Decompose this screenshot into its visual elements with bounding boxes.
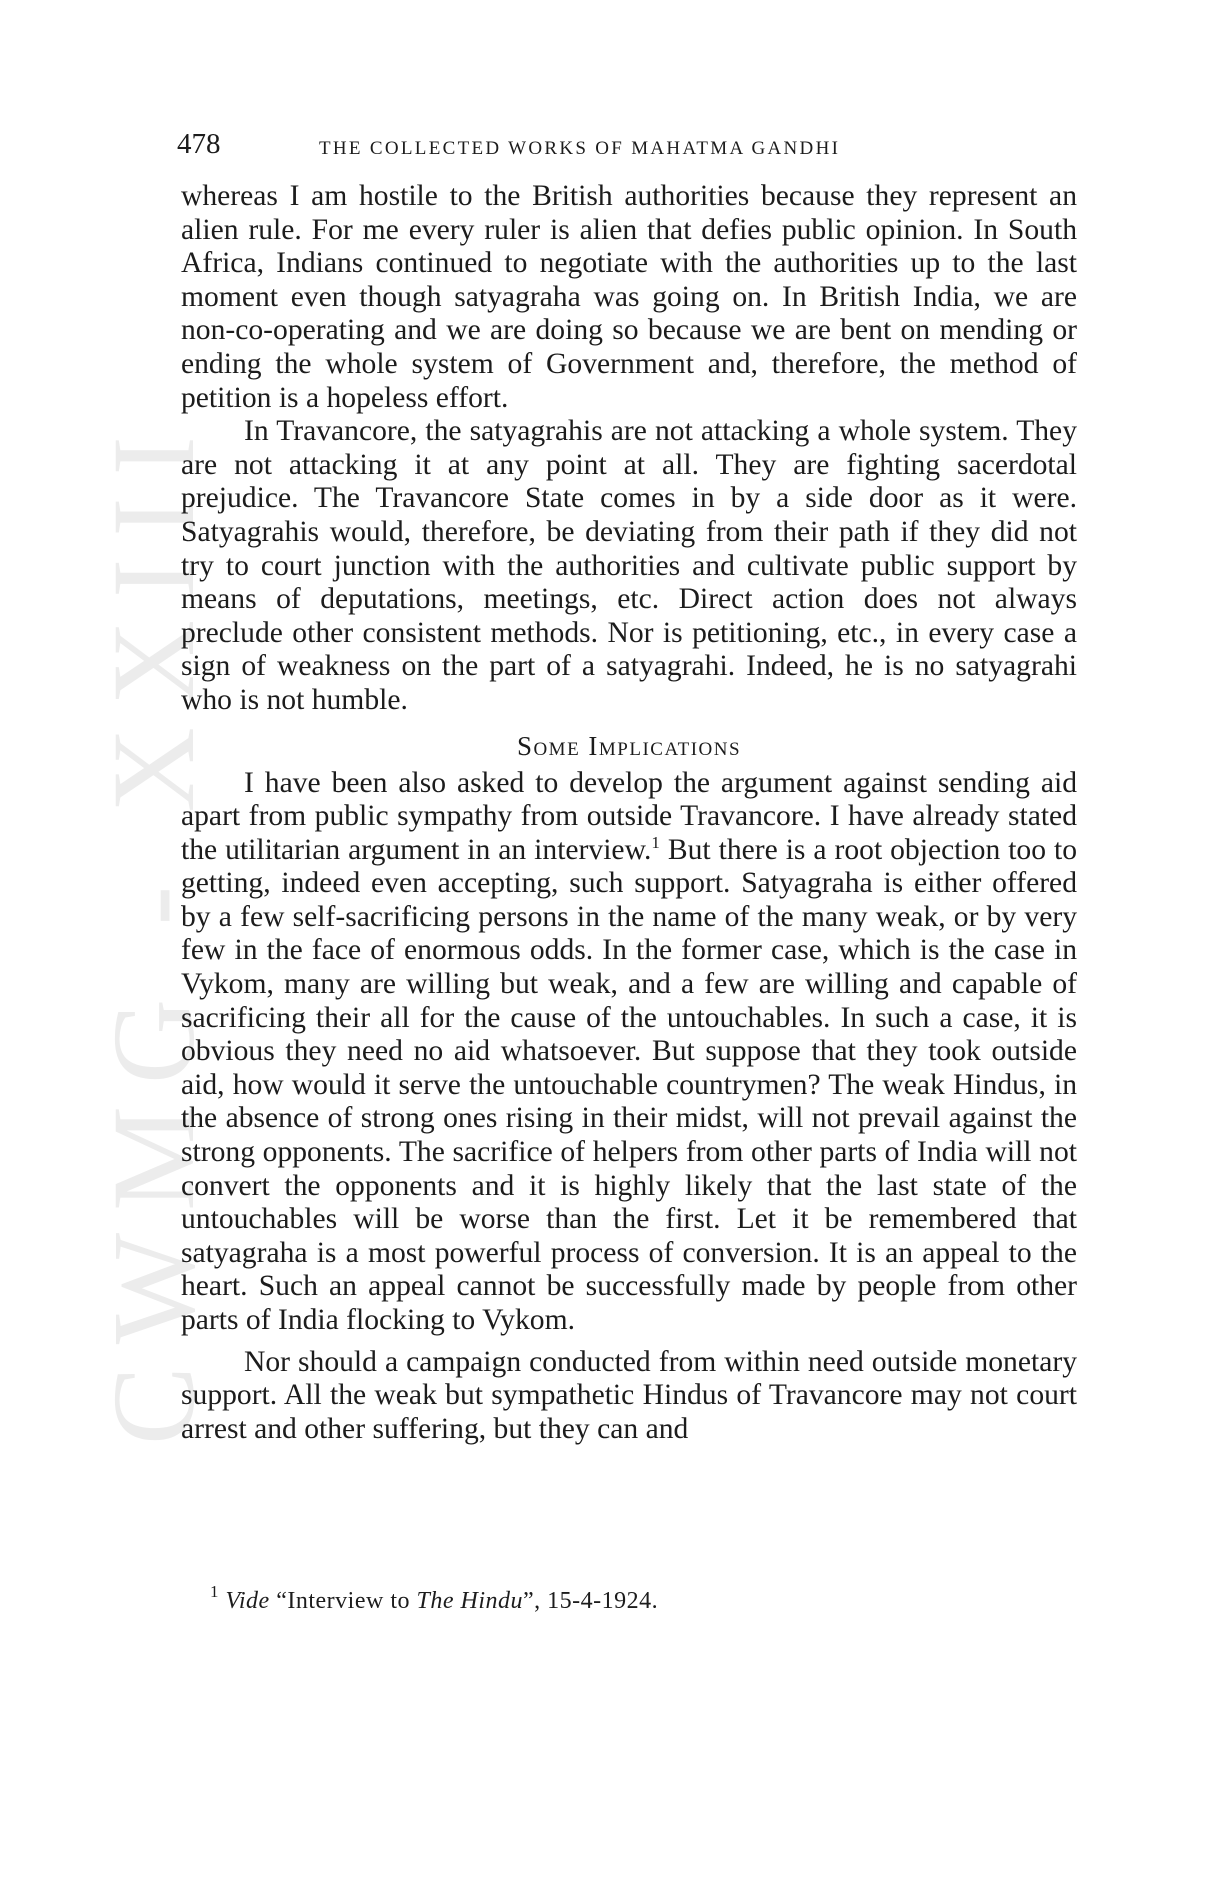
paragraph-monetary-support: Nor should a campaign conducted from within need outside monetary support. All the weak but sympathetic Hindus of Travancore may not court arrest and other suffering, but they can and	[181, 1345, 1077, 1445]
paragraph-continuation: whereas I am hostile to the British authorities because they represent an alien rule. For me every ruler is alien that defies public opinion. In South Africa, Indians continued to negotiate with the authorities up to the last moment even though satyagraha was going on. In British India, we are non-co-operating and we are doing so because we are bent on mending or ending the whole system of Government and, therefore, the method of petition is a hopeless effort.	[181, 180, 1077, 414]
paragraph-implications	[181, 767, 1077, 1338]
page-header	[177, 128, 1077, 168]
footnote-vide: Vide	[225, 1588, 270, 1614]
footnote	[210, 1582, 659, 1615]
running-title: THE COLLECTED WORKS OF MAHATMA GANDHI	[319, 138, 841, 159]
watermark: CWMG - XXIII	[88, 414, 219, 1445]
footnote-marker: 1	[210, 1582, 219, 1601]
footnote-reference: 1	[651, 832, 660, 852]
section-heading: Some Implications	[516, 730, 742, 761]
body-text	[181, 180, 1077, 1446]
footnote-publication: The Hindu	[416, 1588, 523, 1614]
paragraph-travancore: In Travancore, the satyagrahis are not attacking a whole system. They are not attacking it at any point at all. They are fighting sacerdotal prejudice. The Travancore State comes in by a side door as it were. Satyagrahis would, therefore, be deviating from their path if they did not try to court junction with the authorities and cultivate public support by means of deputations, meetings, etc. Direct action does not always preclude other consistent methods. Nor is petitioning, etc., in every case a sign of weakness on the part of a satyagrahi. Indeed, he is no satyagrahi who is not humble.	[181, 415, 1077, 716]
paragraph-implications-part2: But there is a root objection too to getting, indeed even accepting, such support. Satyagraha is either offered by a few self-sacrificing persons in the name of the many weak, or by very few in the face of enormous odds. In the former case, which is the case in Vykom, many are willing but weak, and a few are willing and capable of sacrificing their all for the cause of the untouchables. In such a case, it is obvious they need no aid whatsoever. But suppose that they took outside aid, how would it serve the untouchable countrymen? The weak Hindus, in the absence of strong ones rising in their midst, will not prevail against the strong opponents. The sacrifice of helpers from other parts of India will not convert the opponents and it is highly likely that the last state of the untouchables will be worse than the first. Let it be remembered that satyagraha is a most powerful process of conversion. It is an appeal to the heart. Such an appeal cannot be successfully made by people from other parts of India flocking to Vykom.	[181, 833, 1078, 1336]
footnote-text-open: “Interview to	[269, 1588, 417, 1614]
footnote-text-close: ”, 15-4-1924.	[522, 1588, 659, 1614]
paragraph-implications-part1: I have been also asked to develop the argument against sending aid apart from public sympathy from outside Travancore. I have already stated the utilitarian argument in an interview.	[181, 766, 1077, 866]
page-number: 478	[177, 128, 221, 160]
